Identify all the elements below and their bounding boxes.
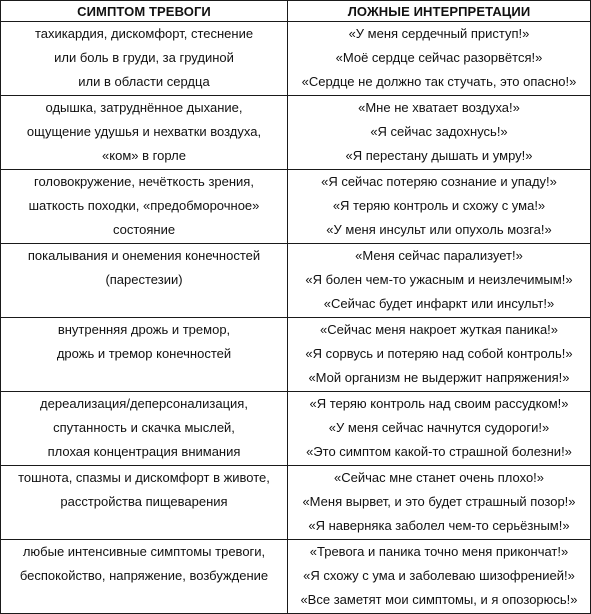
interpretation-line: «Мой организм не выдержит напряжения!» [308, 370, 570, 385]
symptom-line: беспокойство, напряжение, возбуждение [19, 568, 269, 583]
interpretation-line: «Я перестану дышать и умру!» [345, 148, 533, 163]
interpretation-cell [288, 540, 591, 614]
interpretation-line: «Сердце не должно так стучать, это опасно!» [301, 74, 577, 89]
interpretation-cell [288, 466, 591, 540]
interpretation-line: «Мне не хватает воздуха!» [358, 100, 520, 115]
symptom-line: или в области сердца [78, 74, 210, 89]
table-row [1, 466, 591, 540]
symptom-line: расстройства пищеварения [60, 494, 228, 509]
interpretation-line: «У меня инсульт или опухоль мозга!» [326, 222, 552, 237]
symptom-cell [1, 392, 288, 466]
interpretation-line: «Сейчас будет инфаркт или инсульт!» [323, 296, 555, 311]
symptom-line: одышка, затруднённое дыхание, [45, 100, 243, 115]
symptom-line: любые интенсивные симптомы тревоги, [22, 544, 266, 559]
symptom-line: дрожь и тремор конечностей [56, 346, 232, 361]
symptom-line: плохая концентрация внимания [47, 444, 241, 459]
table-row [1, 170, 591, 244]
interpretation-cell [288, 96, 591, 170]
symptom-cell [1, 466, 288, 540]
table-header-row [1, 1, 591, 22]
symptom-line: состояние [112, 222, 176, 237]
interpretation-cell [288, 318, 591, 392]
interpretation-cell [288, 22, 591, 96]
table-row [1, 540, 591, 614]
interpretation-line: «Все заметят мои симптомы, и я опозорюсь!» [300, 592, 578, 607]
symptom-cell [1, 96, 288, 170]
symptom-line: тахикардия, дискомфорт, стеснение [34, 26, 254, 41]
interpretation-line: «У меня сейчас начнутся судороги!» [328, 420, 550, 435]
table-row [1, 318, 591, 392]
symptom-cell [1, 540, 288, 614]
interpretation-line: «Я схожу с ума и заболеваю шизофренией!» [303, 568, 575, 583]
header-symptom: СИМПТОМ ТРЕВОГИ [1, 1, 288, 22]
interpretation-line: «Меня сейчас парализует!» [355, 248, 523, 263]
symptom-cell [1, 318, 288, 392]
interpretation-cell [288, 170, 591, 244]
interpretation-cell [288, 244, 591, 318]
symptom-line: шаткость походки, «предобморочное» [28, 198, 260, 213]
interpretation-line: «Я теряю контроль над своим рассудком!» [309, 396, 569, 411]
table-row [1, 22, 591, 96]
symptom-line: тошнота, спазмы и дискомфорт в животе, [18, 470, 270, 485]
symptom-line: «ком» в горле [102, 148, 186, 163]
interpretation-line: «Сейчас мне станет очень плохо!» [333, 470, 545, 485]
symptom-line: дереализация/деперсонализация, [40, 396, 248, 411]
interpretation-line: «Тревога и паника точно меня прикончат!» [309, 544, 569, 559]
symptom-cell [1, 22, 288, 96]
symptom-line: головокружение, нечёткость зрения, [34, 174, 254, 189]
interpretation-line: «Я теряю контроль и схожу с ума!» [332, 198, 546, 213]
symptom-line: (парестезии) [105, 272, 183, 287]
symptom-line: ощущение удушья и нехватки воздуха, [26, 124, 262, 139]
interpretation-line: «У меня сердечный приступ!» [348, 26, 530, 41]
interpretation-line: «Это симптом какой-то страшной болезни!» [306, 444, 572, 459]
interpretation-line: «Моё сердце сейчас разорвётся!» [335, 50, 543, 65]
symptom-line: спутанность и скачка мыслей, [53, 420, 235, 435]
interpretation-line: «Я болен чем-то ужасным и неизлечимым!» [305, 272, 573, 287]
interpretation-line: «Я сорвусь и потеряю над собой контроль!» [305, 346, 573, 361]
interpretation-line: «Меня вырвет, и это будет страшный позор!» [302, 494, 576, 509]
table-row [1, 392, 591, 466]
interpretation-line: «Я сейчас потеряю сознание и упаду!» [321, 174, 557, 189]
symptom-line: или боль в груди, за грудиной [54, 50, 234, 65]
interpretation-line: «Сейчас меня накроет жуткая паника!» [319, 322, 559, 337]
header-interpretations: ЛОЖНЫЕ ИНТЕРПРЕТАЦИИ [288, 1, 591, 22]
table-row [1, 96, 591, 170]
symptom-line: покалывания и онемения конечностей [27, 248, 261, 263]
interpretation-line: «Я наверняка заболел чем-то серьёзным!» [308, 518, 570, 533]
symptom-cell [1, 170, 288, 244]
interpretation-line: «Я сейчас задохнусь!» [370, 124, 508, 139]
table-row [1, 244, 591, 318]
interpretation-cell [288, 392, 591, 466]
symptom-line: внутренняя дрожь и тремор, [57, 322, 231, 337]
symptom-cell [1, 244, 288, 318]
